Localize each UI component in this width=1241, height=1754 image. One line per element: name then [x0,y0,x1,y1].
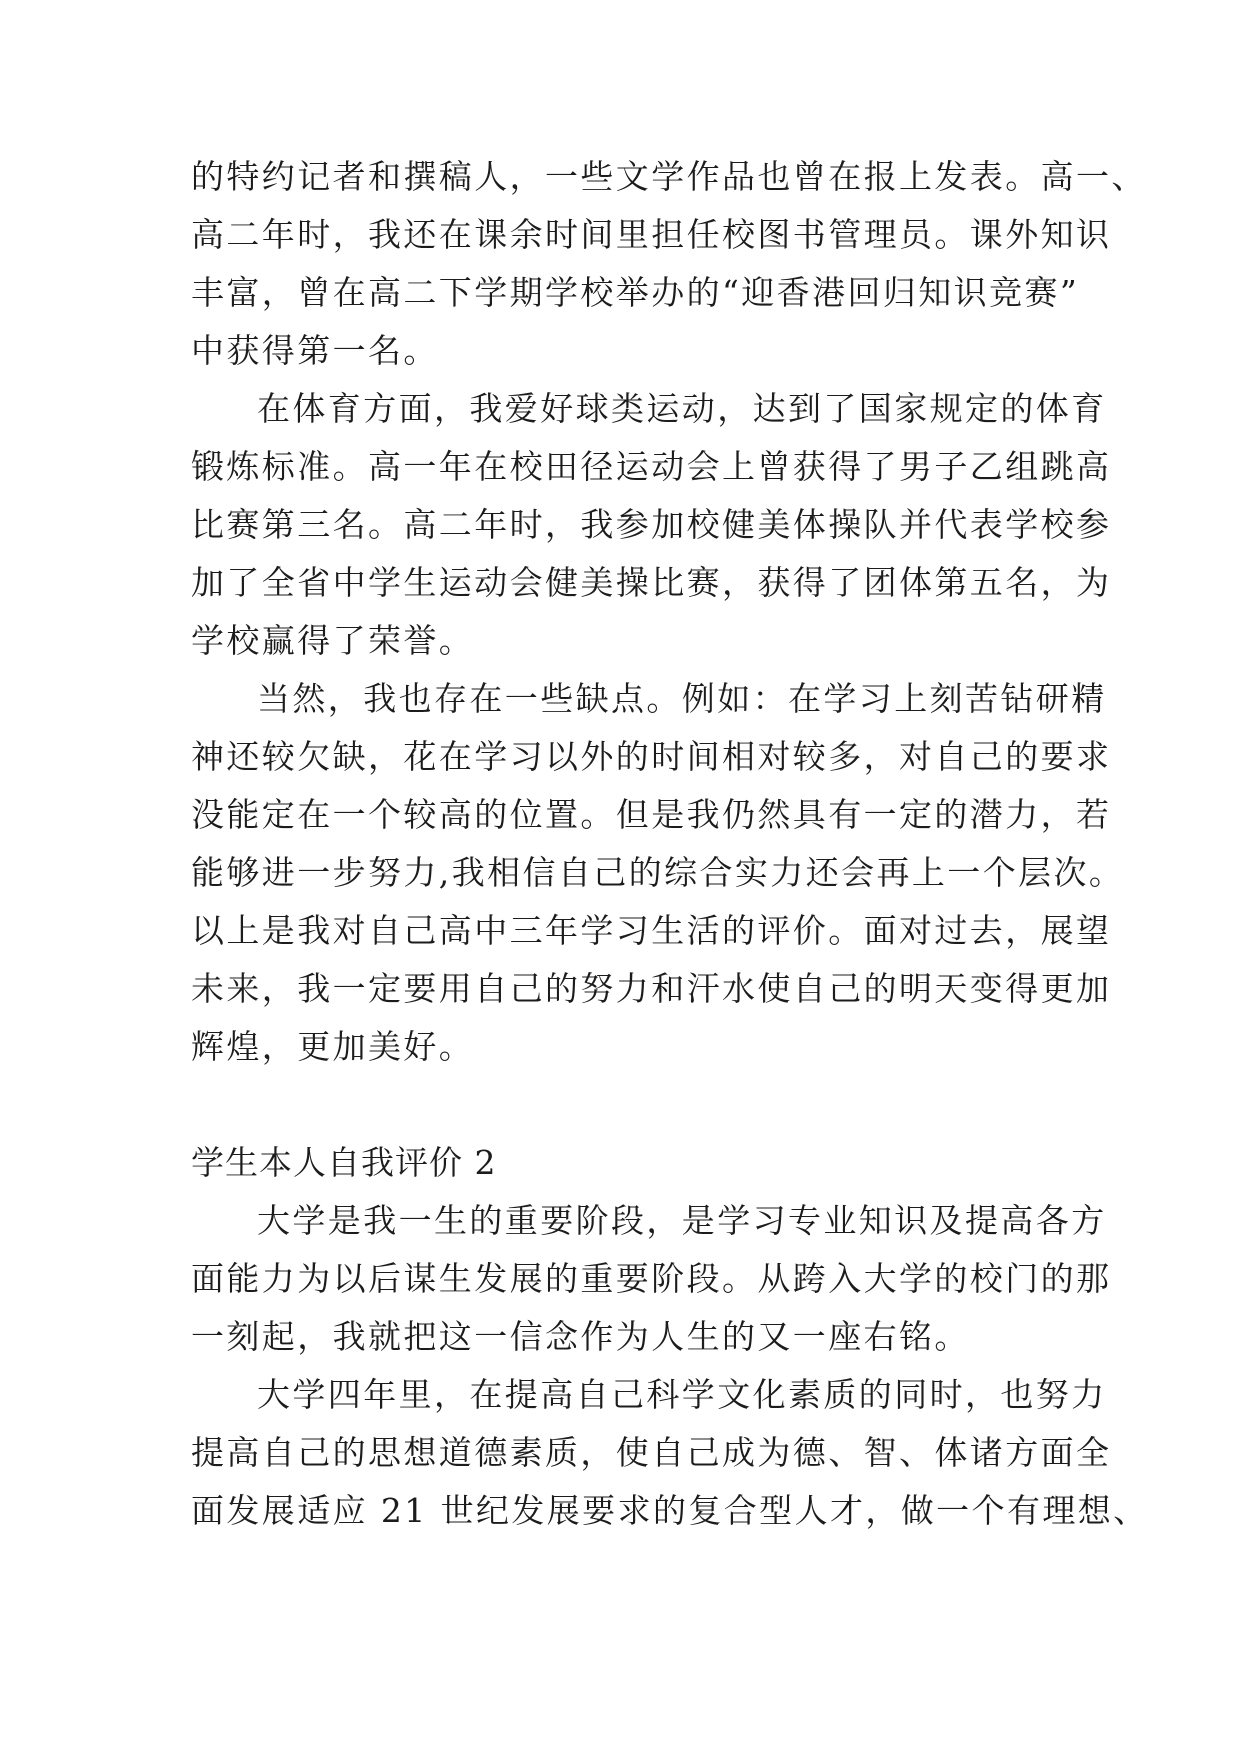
text-line: 神还较欠缺，花在学习以外的时间相对较多，对自己的要求 [191,737,1112,776]
text-line: 提高自己的思想道德素质，使自己成为德、智、体诸方面全 [191,1433,1112,1472]
paragraph [191,1366,1149,1540]
text-line: 没能定在一个较高的位置。但是我仍然具有一定的潜力，若 [191,795,1112,834]
text-line: 学校赢得了荣誉。 [191,621,475,660]
section-spacer [191,1076,1071,1134]
text-line: 面能力为以后谋生发展的重要阶段。从跨入大学的校门的那 [191,1259,1112,1298]
text-line: 以上是我对自己高中三年学习生活的评价。面对过去，展望 [191,911,1112,950]
text-line: 大学是我一生的重要阶段，是学习专业知识及提高各方 [257,1201,1107,1240]
paragraph [191,1192,1112,1366]
text-line: 比赛第三名。高二年时，我参加校健美体操队并代表学校参 [191,505,1112,544]
text-line: 高二年时，我还在课余时间里担任校图书管理员。课外知识 [191,215,1112,254]
text-line: 能够进一步努力,我相信自己的综合实力还会再上一个层次。 [191,853,1125,892]
text-line: 一刻起，我就把这一信念作为人生的又一座右铭。 [191,1317,970,1356]
paragraph [191,380,1112,670]
text-line: 锻炼标准。高一年在校田径运动会上曾获得了男子乙组跳高 [191,447,1112,486]
text-line: 辉煌，更加美好。 [191,1027,475,1066]
section-heading: 学生本人自我评价 2 [191,1143,497,1182]
text-line: 中获得第一名。 [191,331,439,370]
text-line: 大学四年里，在提高自己科学文化素质的同时，也努力 [257,1375,1107,1414]
text-line: 加了全省中学生运动会健美操比赛，获得了团体第五名，为 [191,563,1112,602]
text-line: 面发展适应 21 世纪发展要求的复合型人才，做一个有理想、 [191,1491,1149,1530]
text-line: 当然，我也存在一些缺点。例如：在学习上刻苦钻研精 [257,679,1107,718]
document-body [191,148,1149,1540]
text-line: 未来，我一定要用自己的努力和汗水使自己的明天变得更加 [191,969,1112,1008]
text-line: 丰富，曾在高二下学期学校举办的“迎香港回归知识竞赛” [191,273,1080,312]
text-line: 在体育方面，我爱好球类运动，达到了国家规定的体育 [257,389,1107,428]
paragraph [191,148,1147,380]
paragraph [191,670,1125,1076]
text-line: 的特约记者和撰稿人，一些文学作品也曾在报上发表。高一、 [191,157,1147,196]
